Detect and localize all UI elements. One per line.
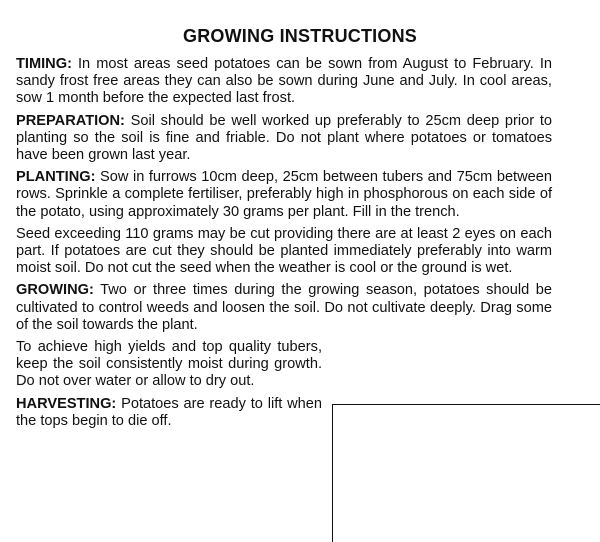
harvesting-paragraph — [16, 396, 322, 430]
preparation-heading: PREPARATION: — [16, 112, 125, 129]
preparation-text: Soil should be well worked up preferably to 25cm deep prior to planting so the soil is fine and friable. Do not plant where potatoes or tomatoes have been grown last year. — [16, 112, 552, 164]
growing-text: Two or three times during the growing season, potatoes should be cultivated to control weeds and loosen the soil. Do not cultivate deeply. Drag some of the soil towards the plant. — [16, 282, 552, 333]
page-title: GROWING INSTRUCTIONS — [183, 26, 417, 46]
yields-paragraph — [16, 339, 322, 391]
instructions-body — [16, 56, 552, 435]
harvesting-text: Potatoes are ready to lift when the tops begin to die off. — [16, 395, 322, 429]
growing-heading: GROWING: — [16, 282, 94, 299]
timing-text: In most areas seed potatoes can be sown from August to February. In sandy frost free areas they can also be sown during June and July. In cool areas, sow 1 month before the expected last frost. — [16, 56, 552, 107]
planting-paragraph — [16, 169, 552, 221]
timing-heading: TIMING: — [16, 56, 72, 72]
seed-text: Seed exceeding 110 grams may be cut providing there are at least 2 eyes on each part. If potatoes are cut they should be planted immediately preferably into warm moist soil. Do not cut the seed when the weather is cool or the ground is wet. — [16, 225, 552, 277]
timing-paragraph — [16, 56, 552, 108]
planting-text: Sow in furrows 10cm deep, 25cm between tubers and 75cm between rows. Sprinkle a complete fertiliser, preferably high in phosphorous on each side of the potato, using approximately 30 grams per plant. Fill in the trench. — [16, 169, 552, 220]
growing-paragraph — [16, 282, 552, 334]
blank-label-box — [332, 404, 600, 542]
preparation-paragraph — [16, 113, 552, 165]
harvesting-heading: HARVESTING: — [16, 395, 117, 412]
planting-heading: PLANTING: — [16, 169, 96, 186]
yields-text: To achieve high yields and top quality tubers, keep the soil consistently moist during growth. Do not over water or allow to dry out. — [16, 339, 322, 390]
seed-paragraph — [16, 226, 552, 278]
